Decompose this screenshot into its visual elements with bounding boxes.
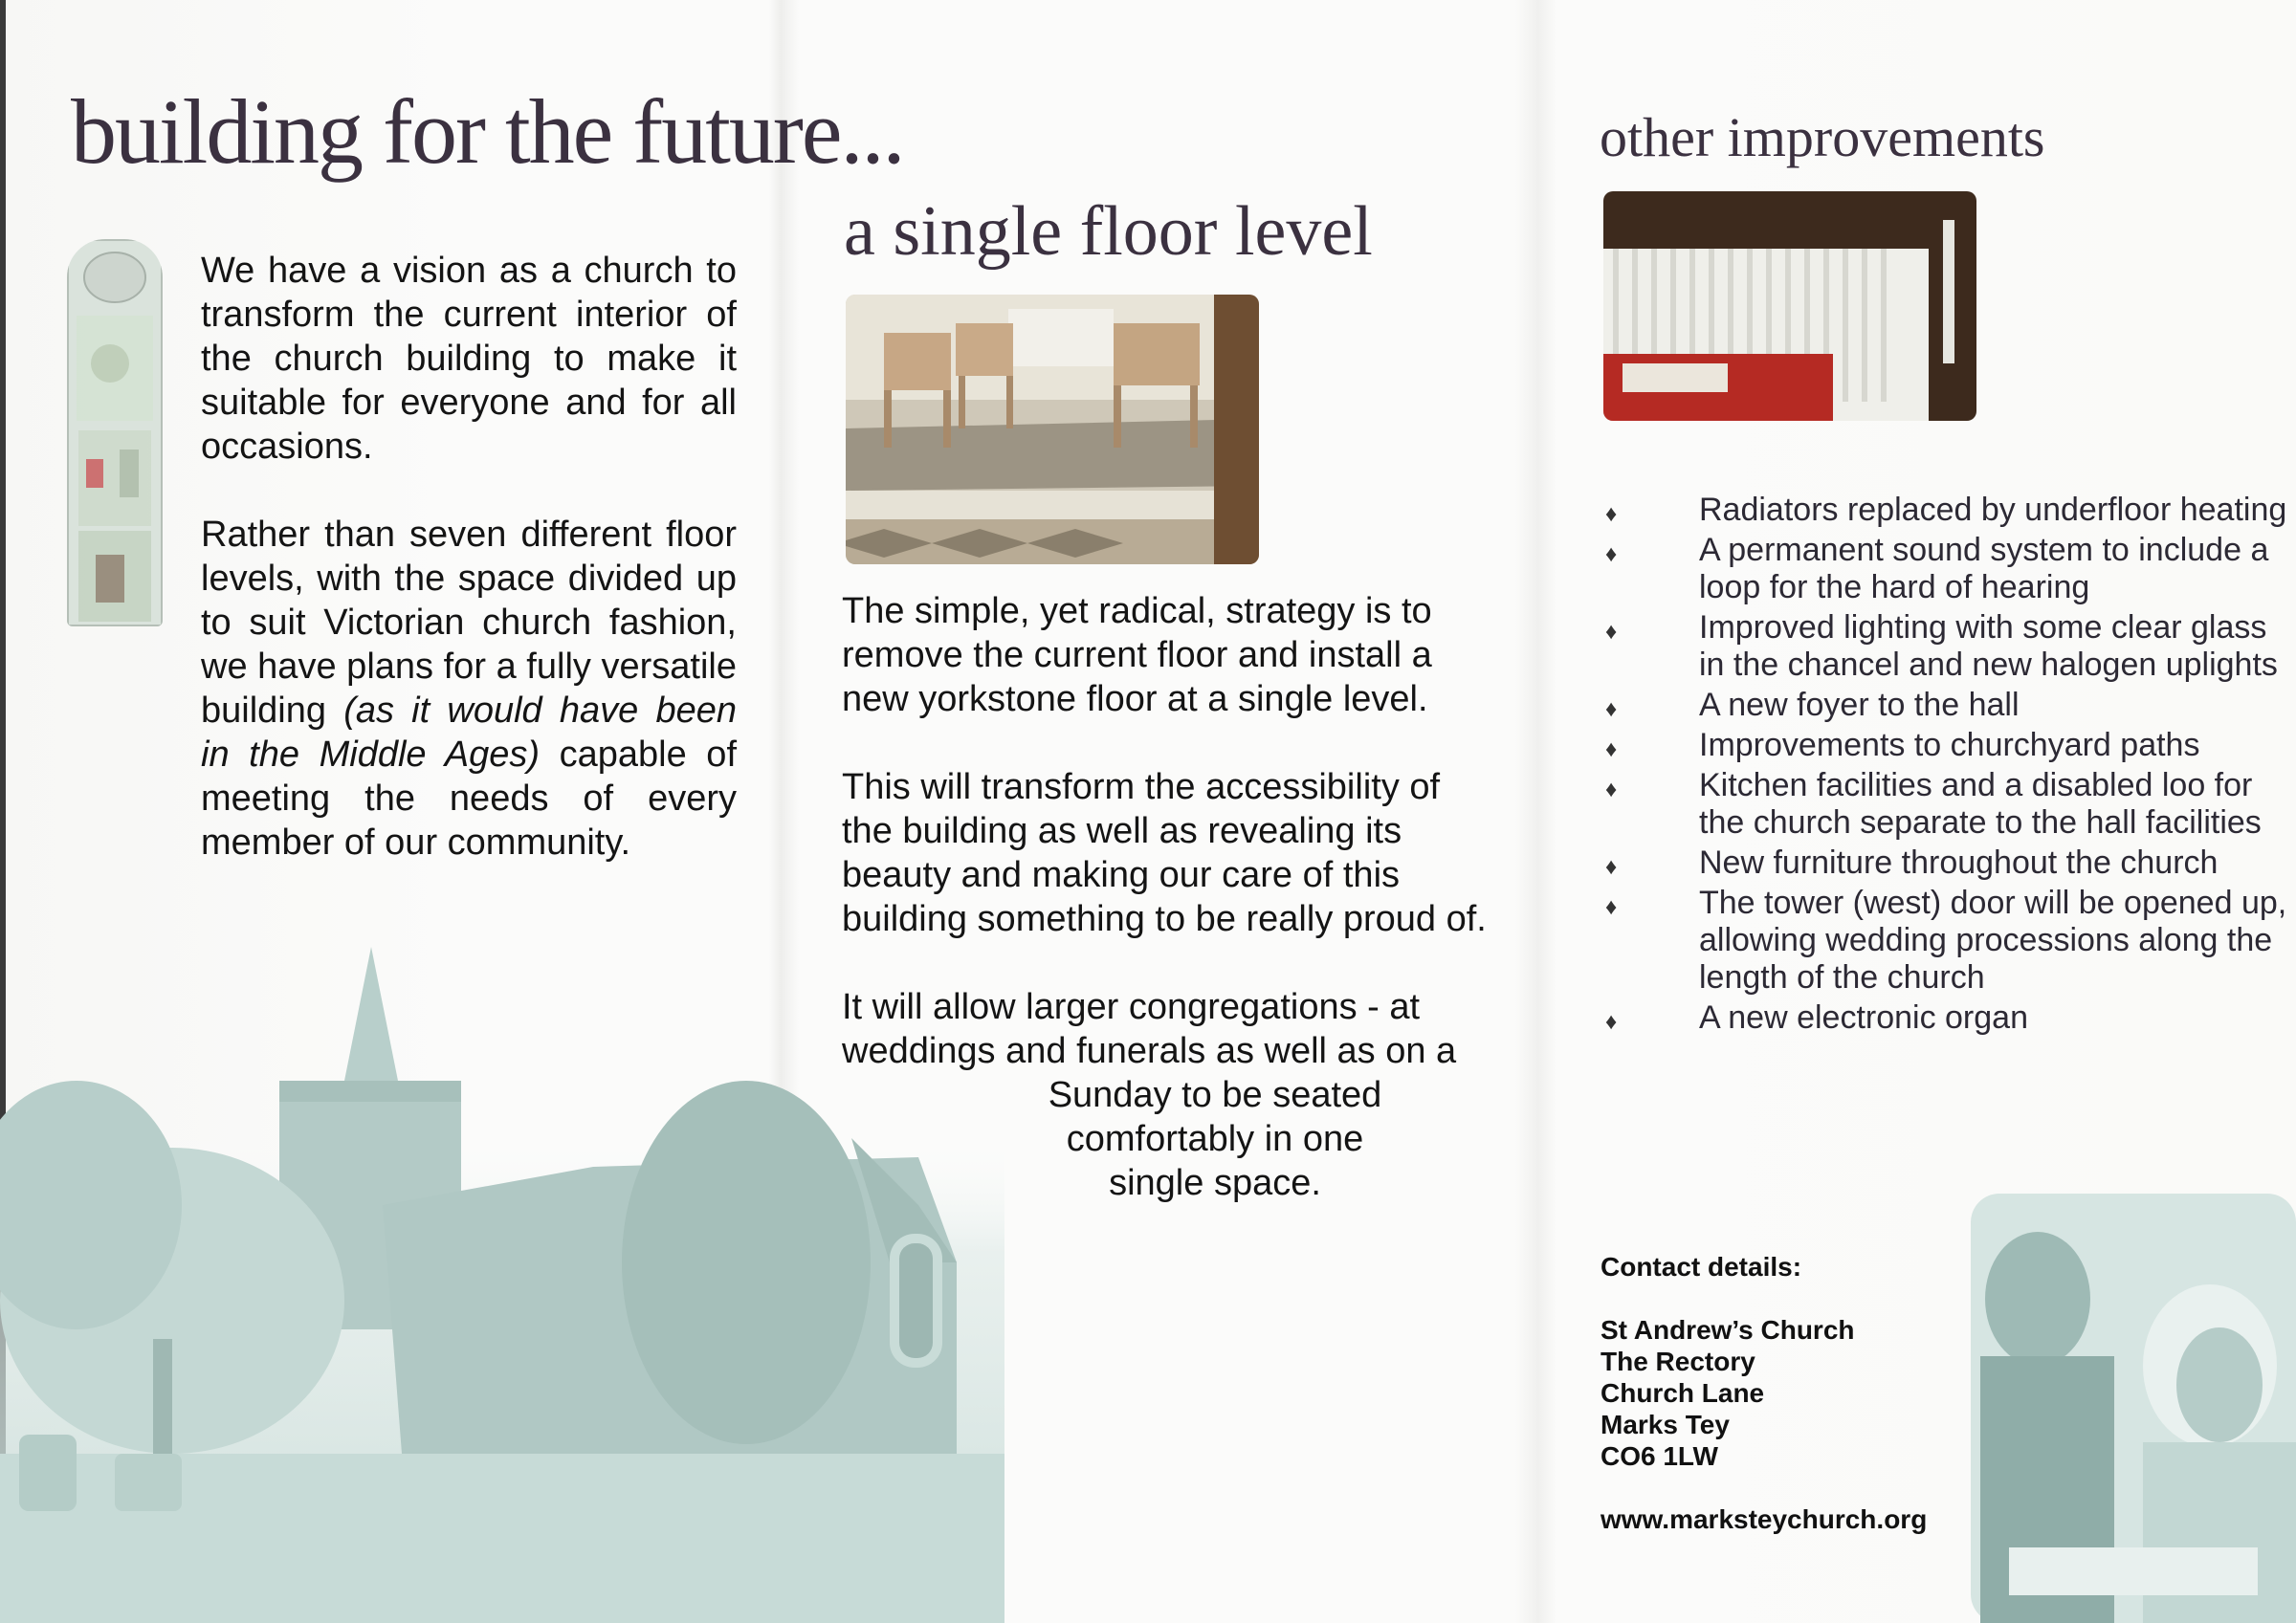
diamond-bullet-icon: ♦ xyxy=(1605,696,1618,722)
church-interior-photo xyxy=(846,295,1259,564)
list-item-text: A new foyer to the hall xyxy=(1699,687,2020,723)
list-item-text: Kitchen facilities and a disabled loo for the church separate to the hall facilities xyxy=(1699,767,2262,841)
address-line-town: Marks Tey xyxy=(1601,1410,1730,1439)
list-item xyxy=(1600,844,2288,882)
list-item xyxy=(1600,999,2288,1037)
main-heading: building for the future... xyxy=(71,80,904,183)
address-line-church: St Andrew’s Church xyxy=(1601,1315,1855,1345)
list-item-text: The tower (west) door will be opened up, allowing wedding processions along the length of the church xyxy=(1699,885,2287,996)
list-item xyxy=(1600,492,2288,529)
diamond-bullet-icon: ♦ xyxy=(1605,501,1618,527)
vision-paragraph: We have a vision as a church to transform the current interior of the church building to make it suitable for everyone and for all occasions. xyxy=(201,251,737,467)
list-item-text: Radiators replaced by underfloor heating xyxy=(1699,492,2287,528)
radiator-photo xyxy=(1603,191,1976,421)
diamond-bullet-icon: ♦ xyxy=(1605,1009,1618,1035)
contact-details xyxy=(1601,1251,1927,1535)
diamond-bullet-icon: ♦ xyxy=(1605,736,1618,762)
strategy-paragraph: The simple, yet radical, strategy is to remove the current floor and install a new yorkstone floor at a single level. xyxy=(842,591,1432,719)
stained-glass-window-image xyxy=(67,239,163,626)
list-item xyxy=(1600,727,2288,764)
diamond-bullet-icon: ♦ xyxy=(1605,777,1618,802)
italic-aside: (as it would have been in the Middle Ages) xyxy=(201,691,737,775)
list-item xyxy=(1600,687,2288,724)
accessibility-paragraph: This will transform the accessibility of the building as well as revealing its beauty and making our care of this building something to be really proud of. xyxy=(842,767,1487,939)
list-item xyxy=(1600,532,2288,606)
list-item xyxy=(1600,885,2288,997)
floor-level-text xyxy=(842,589,1492,1249)
paragraph-text: It will allow larger congregations - at weddings and funerals as well as on a xyxy=(842,987,1457,1071)
diamond-bullet-icon: ♦ xyxy=(1605,894,1618,920)
contact-heading: Contact details: xyxy=(1601,1252,1802,1282)
website-link[interactable]: www.marksteychurch.org xyxy=(1601,1504,1928,1534)
list-item-text: Improved lighting with some clear glass in the chancel and new halogen uplights xyxy=(1699,609,2278,683)
section-heading-improvements: other improvements xyxy=(1600,106,2045,168)
list-item-text: A new electronic organ xyxy=(1699,999,2028,1036)
list-item xyxy=(1600,767,2288,842)
list-item-text: New furniture throughout the church xyxy=(1699,844,2219,881)
paragraph-text: Rather than seven different floor levels, with the space divided up to suit Victorian church fashion, we have plans for a fully versatile building xyxy=(201,515,737,731)
floor-levels-paragraph xyxy=(201,513,737,865)
diamond-bullet-icon: ♦ xyxy=(1605,619,1618,645)
paragraph-centered-text: Sunday to be seated comfortably in one single space. xyxy=(1048,1075,1382,1203)
address-line-postcode: CO6 1LW xyxy=(1601,1441,1718,1471)
congregation-paragraph xyxy=(842,985,1492,1205)
diamond-bullet-icon: ♦ xyxy=(1605,541,1618,567)
address-line-rectory: The Rectory xyxy=(1601,1347,1755,1376)
wedding-photo xyxy=(1971,1194,2296,1623)
list-item-text: Improvements to churchyard paths xyxy=(1699,727,2200,763)
improvements-list xyxy=(1600,492,2288,1040)
diamond-bullet-icon: ♦ xyxy=(1605,854,1618,880)
list-item-text: A permanent sound system to include a loop for the hard of hearing xyxy=(1699,532,2269,605)
list-item xyxy=(1600,609,2288,684)
intro-text xyxy=(201,249,737,909)
paragraph-text: capable of meeting the needs of every member of our community. xyxy=(201,735,737,863)
address-line-street: Church Lane xyxy=(1601,1378,1765,1408)
section-heading-floor: a single floor level xyxy=(844,192,1373,271)
